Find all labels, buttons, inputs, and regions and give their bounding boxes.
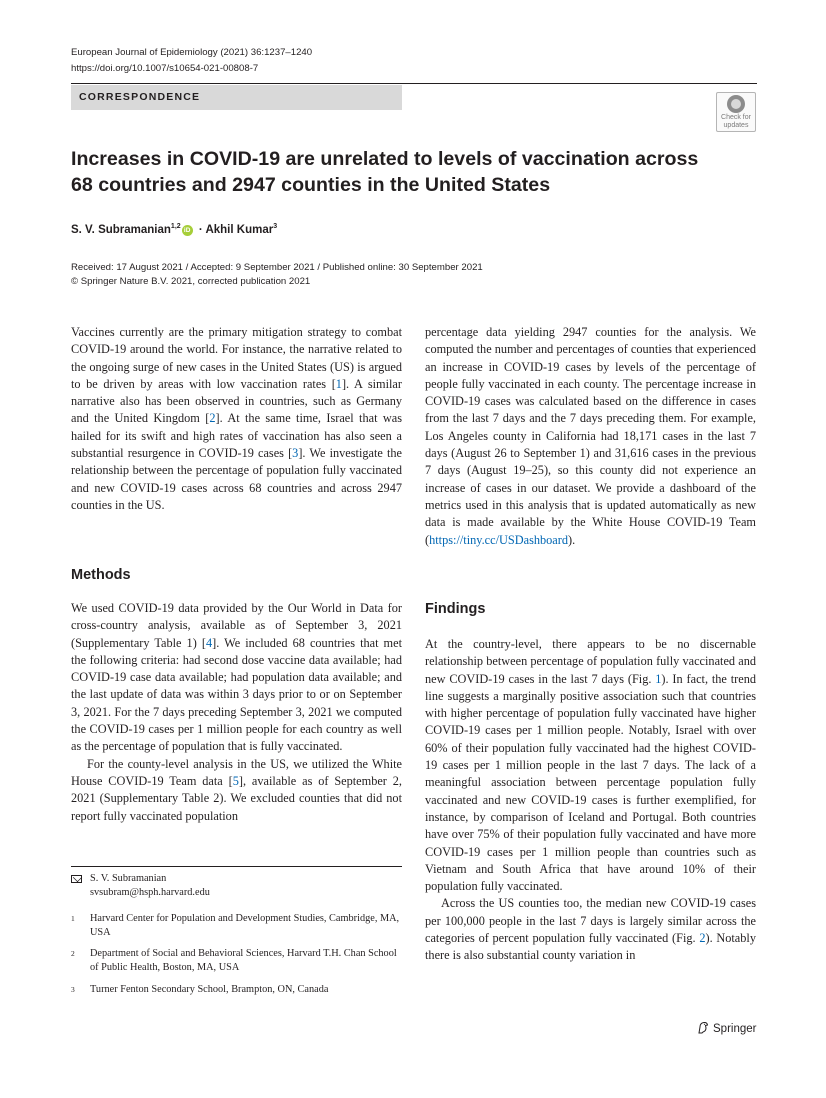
methods-paragraph: We used COVID-19 data provided by the Our World in Data for cross-country analysis, available as of September 3, 2021 (Supplementary Table 1) [4]. We included 68 countries that met the following criteria: had second dose vaccine data available; had COVID-19 case data available; had population data available; and the last update of data was within 3 days prior to or on September 3, 2021. For the 7 days preceding September 3, 2021 we computed the COVID-19 cases per 1 million people for each country as well as the percentage of population that is fully vaccinated.	[71, 601, 402, 754]
reference-link[interactable]: 4	[205, 635, 213, 650]
journal-citation: European Journal of Epidemiology (2021) 36:1237–1240	[71, 47, 313, 58]
figure-link[interactable]: 1	[655, 671, 662, 686]
affiliation-footnote: 1 Harvard Center for Population and Development Studies, Cambridge, MA, USA	[71, 912, 402, 940]
intro-paragraph: Vaccines currently are the primary mitigation strategy to combat COVID-19 around the world. For instance, the narrative related to the ongoing surge of new cases in the United States (US) is argued to be driven by areas with low vaccination rates [1]. A similar narrative also has been observed in countries, such as Germany and the United Kingdom [2]. At the same time, Israel that was hailed for its swift and high rates of vaccination has also seen a substantial resurgence in COVID-19 cases [3]. We investigate the relationship between the percentage of population fully vaccinated and new COVID-19 cases across 68 countries and across 2947 counties in the US.	[71, 325, 403, 512]
doi-link[interactable]: https://doi.org/10.1007/s10654-021-00808-7	[71, 63, 259, 74]
section-label: CORRESPONDENCE	[71, 85, 402, 110]
dashboard-link[interactable]: https://tiny.cc/USDashboard	[429, 532, 569, 547]
check-for-updates-button[interactable]	[716, 92, 756, 132]
findings-paragraph: Across the US counties too, the median new COVID-19 cases per 100,000 people in the last 7 days is largely similar across the categories of percent population fully vaccinated (Fig. 2). Notably there is also substantial county variation in	[425, 896, 756, 963]
affiliation-text: Harvard Center for Population and Development Studies, Cambridge, MA, USA	[90, 913, 400, 938]
orcid-icon[interactable]: iD	[182, 225, 193, 236]
journal-header	[71, 45, 312, 77]
figure-link[interactable]: 2	[699, 931, 706, 946]
corresponding-name: S. V. Subramanian	[90, 873, 167, 884]
findings-section	[425, 636, 756, 965]
reference-link[interactable]: 2	[209, 411, 216, 426]
publication-dates	[71, 261, 483, 289]
publisher-logo	[697, 1021, 756, 1037]
corresponding-email[interactable]: svsubram@hsph.harvard.edu	[90, 887, 210, 898]
affiliation-text: Turner Fenton Secondary School, Brampton, ON, Canada	[90, 984, 329, 995]
methods-section	[71, 600, 402, 825]
footnote-rule	[71, 866, 402, 867]
header-rule	[71, 83, 757, 84]
publisher-name: Springer	[713, 1023, 757, 1035]
findings-heading: Findings	[425, 601, 486, 617]
affiliation-text: Department of Social and Behavioral Sciences, Harvard T.H. Chan School of Public Health, Boston, MA, USA	[90, 948, 397, 973]
findings-paragraph: At the country-level, there appears to be no discernable relationship between percentage of population fully vaccinated and new COVID-19 cases in the last 7 days (Fig. 1). In fact, the trend line suggests a marginally positive association such that countries with higher percentage of population fully vaccinated have higher COVID-19 cases per 1 million people. Notably, Israel with over 60% of their population fully vaccinated had the highest COVID-19 cases per 1 million people in the last 7 days. The lack of a meaningful association between percentage population fully vaccinated and new COVID-19 cases is further exemplified, for instance, by comparison of Iceland and Portugal. Both countries have over 75% of their population fully vaccinated and have more COVID-19 cases per 1 million people than countries such as Vietnam and South Africa that have around 10% of their population fully vaccinated.	[425, 637, 756, 894]
affiliation-footnote: 2 Department of Social and Behavioral Sciences, Harvard T.H. Chan School of Public Health, Boston, MA, USA	[71, 947, 402, 975]
reference-link[interactable]: 3	[292, 446, 299, 461]
springer-horse-icon	[697, 1021, 709, 1034]
email-icon	[71, 875, 82, 883]
check-updates-icon	[727, 95, 745, 113]
history-dates: Received: 17 August 2021 / Accepted: 9 September 2021 / Published online: 30 September 2021	[71, 262, 483, 273]
author-separator: ·	[195, 223, 206, 236]
reference-link[interactable]: 1	[335, 376, 342, 391]
reference-link[interactable]: 5	[232, 773, 239, 788]
author-name: Akhil Kumar	[205, 223, 274, 236]
author-affiliation: 1,2	[170, 223, 181, 230]
author-affiliation: 3	[273, 223, 278, 230]
author-name: S. V. Subramanian	[71, 223, 171, 236]
methods-continuation: percentage data yielding 2947 counties for the analysis. We computed the number and percentages of counties that experienced an increase in COVID-19 cases by levels of the percentage of people fully vaccinated in each county. The percentage increase in COVID-19 cases was calculated based on the difference in cases from the last 7 days and the 7 days preceding them. For example, Los Angeles county in California had 18,171 cases in the last 7 days (August 26 to September 1) and 31,616 cases in the previous 7 days (August 19–25), so this county did not experience an increase of cases in our dataset. We provide a dashboard of the metrics used in this analysis that is updated automatically as new data is made available by the White House COVID-19 Team (https://tiny.cc/USDashboard).	[425, 325, 756, 547]
corresponding-author	[71, 872, 402, 900]
check-updates-label: Check for updates	[721, 114, 751, 129]
affiliation-footnote: 3 Turner Fenton Secondary School, Brampton, ON, Canada	[71, 983, 402, 997]
methods-heading: Methods	[71, 567, 131, 583]
article-title: Increases in COVID-19 are unrelated to levels of vaccination across 68 countries and 2947 counties in the United States	[71, 148, 699, 196]
copyright-line: © Springer Nature B.V. 2021, corrected publication 2021	[71, 276, 311, 287]
methods-paragraph: For the county-level analysis in the US, we utilized the White House COVID-19 Team data [5], available as of September 2, 2021 (Supplementary Table 2). We excluded counties that did not report fully vaccinated population	[71, 756, 402, 823]
author-line	[71, 218, 277, 239]
